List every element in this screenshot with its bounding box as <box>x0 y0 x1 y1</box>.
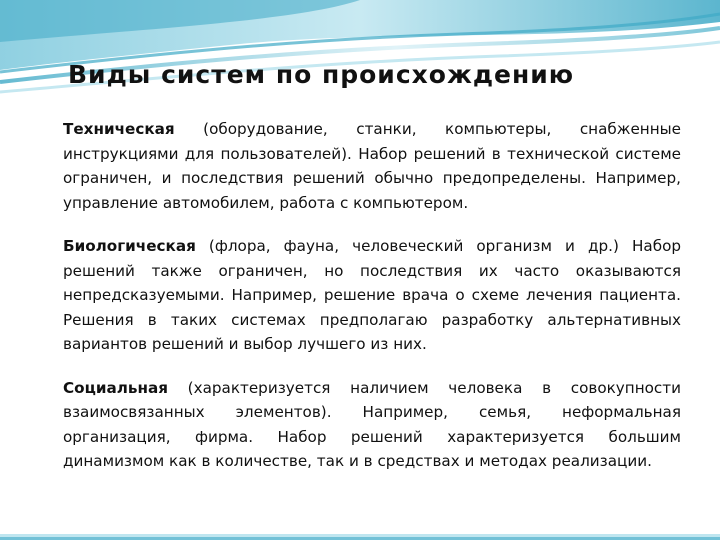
paragraph-technical-text: (оборудование, станки, компьютеры, снабженные инструкциями для пользователей). Набор решений в технической системе ограничен, и последствия решений обычно предопределены. Например, управление автомобилем, работа с компьютером. <box>63 120 681 212</box>
paragraph-biological-text: (флора, фауна, человеческий организм и др.) Набор решений также ограничен, но последствия их часто оказываются непредсказуемыми. Например, решение врача о схеме лечения пациента. Решения в таких системах предполагаю разработку альтернативных вариантов решений и выбор лучшего из них. <box>63 237 681 353</box>
term-technical: Техническая <box>63 120 175 138</box>
header-wave-decoration <box>0 0 720 110</box>
paragraph-social <box>63 376 681 474</box>
paragraph-social-text: (характеризуется наличием человека в совокупности взаимосвязанных элементов). Например, семья, неформальная организация, фирма. Набор решений характеризуется большим динамизмом как в количестве, так и в средствах и методах реализации. <box>63 378 681 470</box>
slide-body <box>63 117 681 493</box>
paragraph-biological <box>63 234 681 357</box>
paragraph-technical <box>63 117 681 215</box>
term-social: Социальная <box>63 378 168 397</box>
slide-title: Виды систем по происхождению <box>68 60 575 89</box>
term-biological: Биологическая <box>63 237 196 255</box>
footer-line-decoration <box>0 534 720 540</box>
